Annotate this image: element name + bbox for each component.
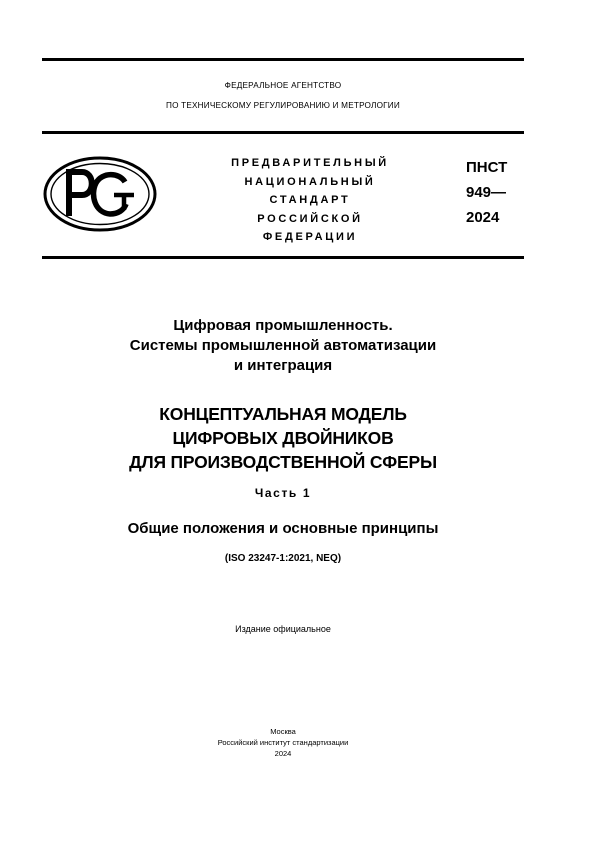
imprint-publisher: Российский институт стандартизации bbox=[217, 738, 349, 747]
agency-name-line2: ПО ТЕХНИЧЕСКОМУ РЕГУЛИРОВАНИЮ И МЕТРОЛОГИИ bbox=[166, 101, 400, 110]
gost-r-emblem-icon bbox=[42, 155, 158, 233]
standard-type bbox=[215, 154, 405, 247]
document-title bbox=[42, 402, 524, 474]
top-rule bbox=[42, 58, 524, 61]
standard-number bbox=[466, 155, 507, 230]
standard-number-code: 949— bbox=[466, 184, 507, 201]
document-subtitle: Общие положения и основные принципы bbox=[127, 520, 439, 537]
imprint-year: 2024 bbox=[274, 749, 292, 758]
header-rule bbox=[42, 131, 524, 134]
standard-number-prefix: ПНСТ bbox=[466, 159, 508, 176]
title-line2: ЦИФРОВЫХ ДВОЙНИКОВ bbox=[172, 428, 394, 448]
document-subject bbox=[42, 316, 524, 376]
standard-type-line4: РОССИЙСКОЙ bbox=[257, 212, 363, 225]
iso-reference: (ISO 23247-1:2021, NEQ) bbox=[224, 553, 342, 564]
standard-type-line3: СТАНДАРТ bbox=[269, 194, 351, 206]
agency-name-line1: ФЕДЕРАЛЬНОЕ АГЕНТСТВО bbox=[224, 81, 342, 90]
standard-type-line5: ФЕДЕРАЦИИ bbox=[262, 231, 358, 243]
standard-type-line1: ПРЕДВАРИТЕЛЬНЫЙ bbox=[231, 157, 389, 169]
title-line3: ДЛЯ ПРОИЗВОДСТВЕННОЙ СФЕРЫ bbox=[129, 452, 437, 472]
subject-line1: Цифровая промышленность. bbox=[173, 317, 393, 334]
title-line1: КОНЦЕПТУАЛЬНАЯ МОДЕЛЬ bbox=[159, 404, 407, 424]
imprint-city: Москва bbox=[270, 727, 296, 736]
part-number: Часть 1 bbox=[254, 486, 312, 500]
standard-type-line2: НАЦИОНАЛЬНЫЙ bbox=[244, 175, 376, 188]
subject-line2: Системы промышленной автоматизации bbox=[129, 337, 437, 354]
title-block-rule bbox=[42, 256, 524, 259]
edition-note: Издание официальное bbox=[235, 624, 331, 634]
subject-line3: и интеграция bbox=[233, 357, 333, 374]
imprint bbox=[42, 726, 524, 759]
standard-number-year: 2024 bbox=[466, 209, 500, 226]
